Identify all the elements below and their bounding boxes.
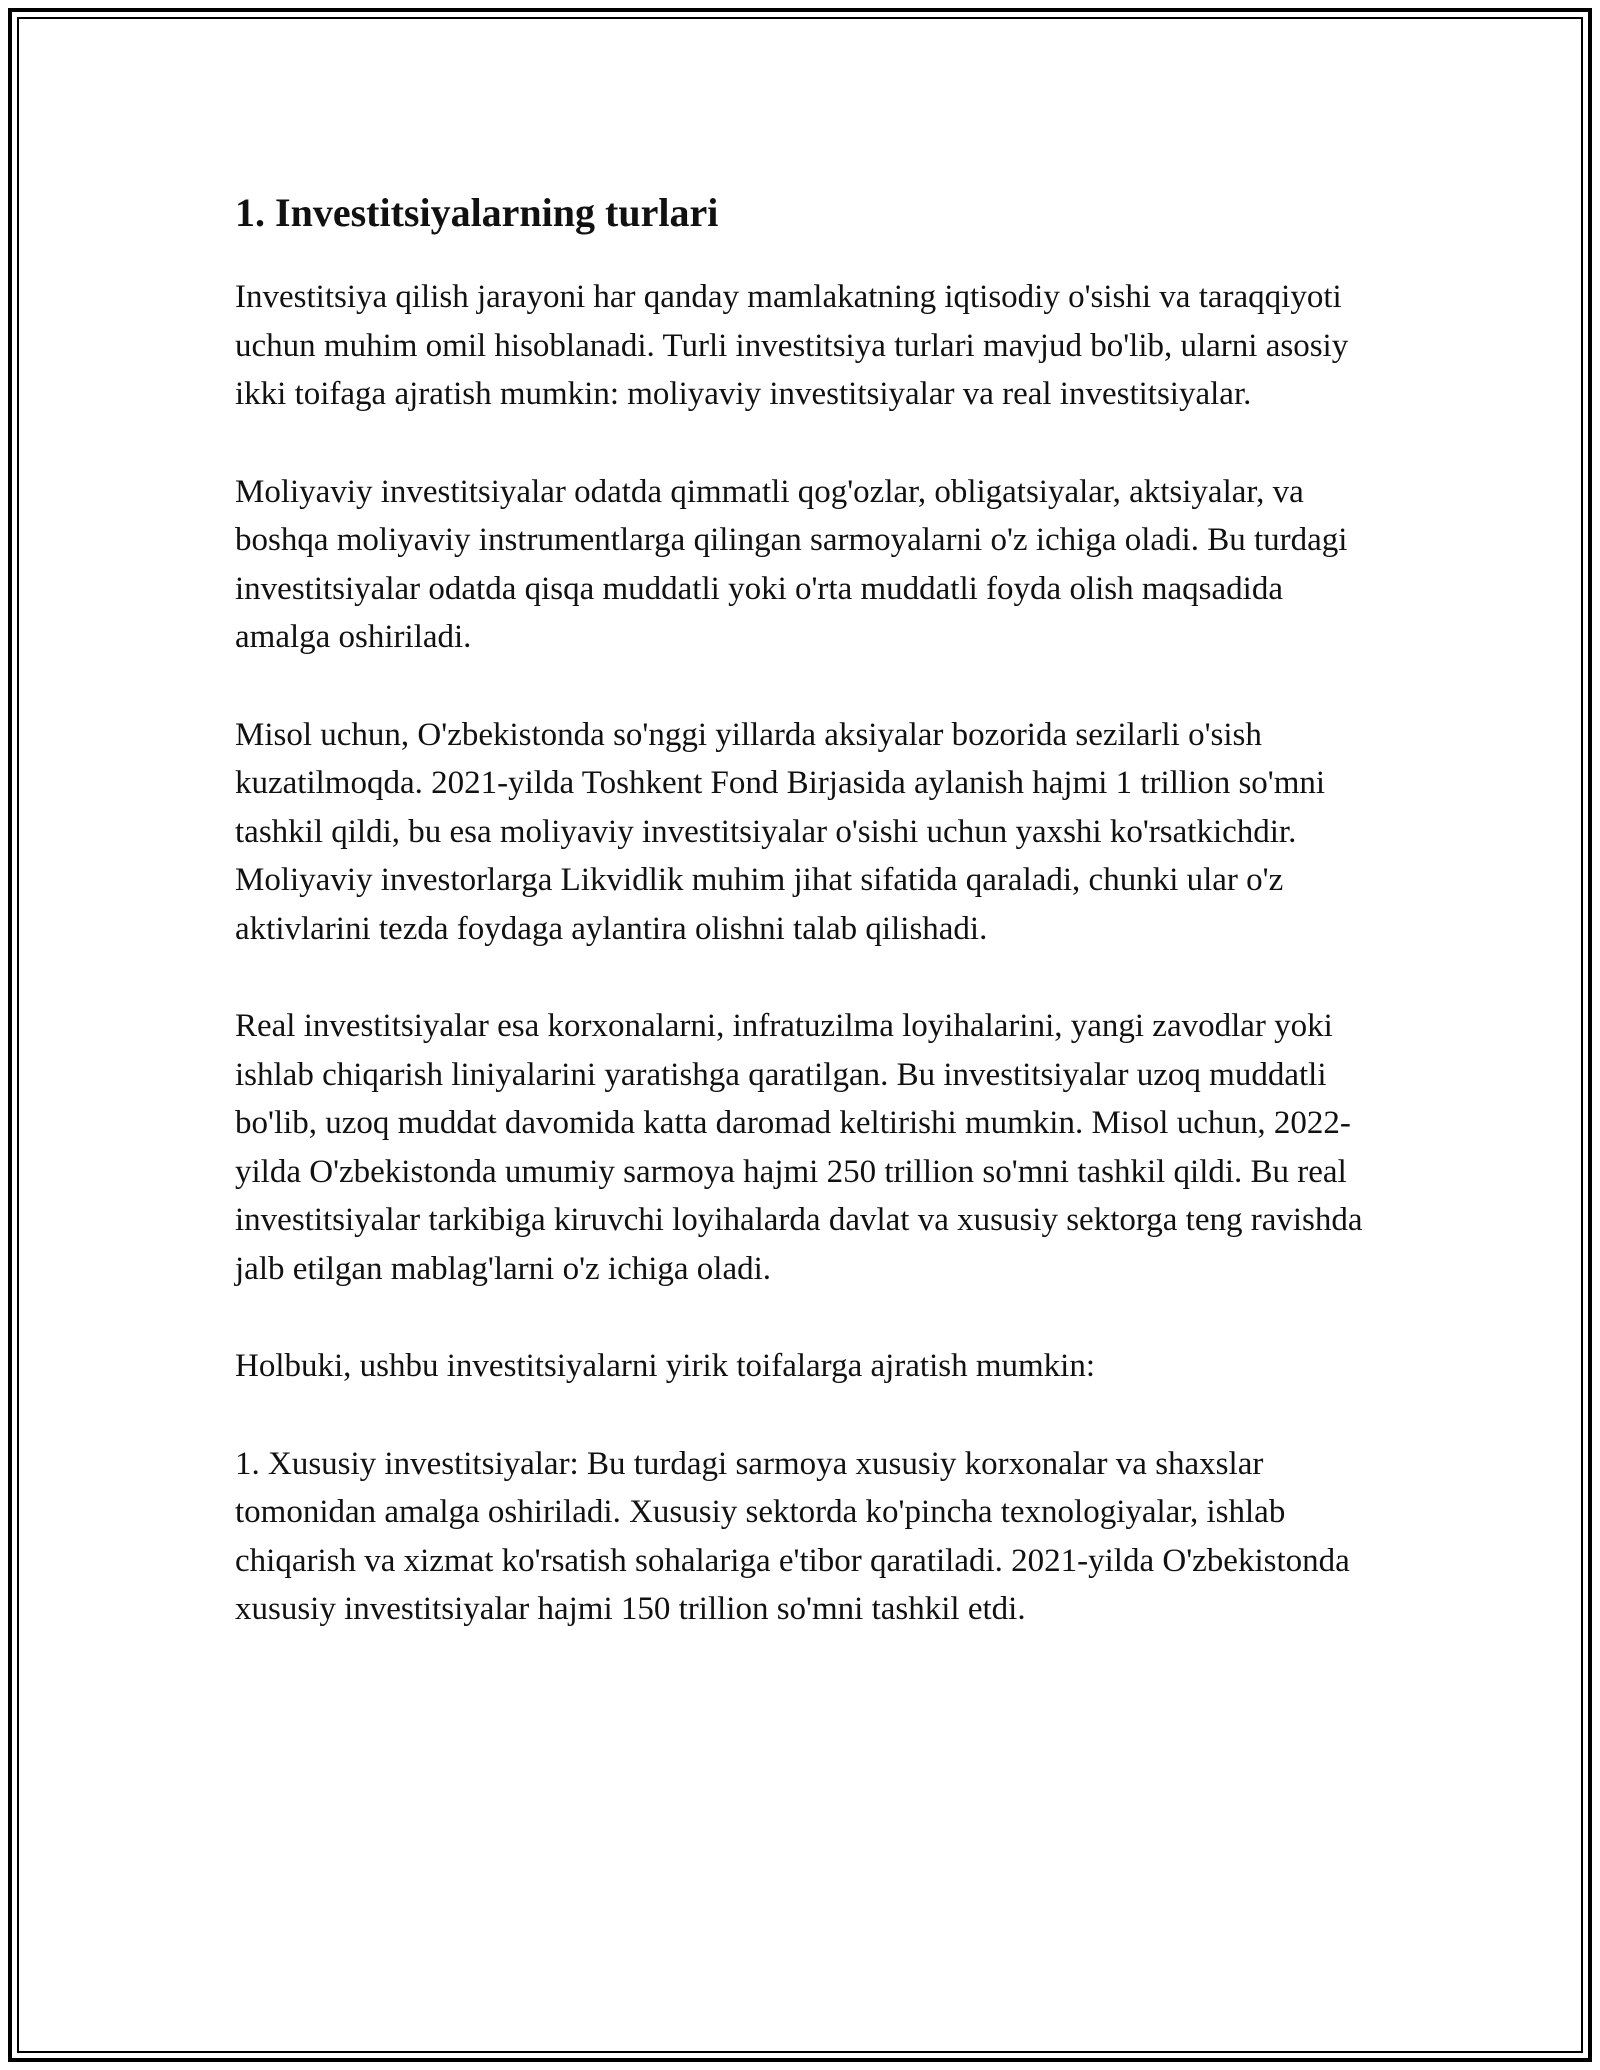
paragraph-real-investments: Real investitsiyalar esa korxonalarni, infratuzilma loyihalarini, yangi zavodlar yoki ishlab chiqarish liniyalarini yaratishga qaratilgan. Bu investitsiyalar uzoq muddatli bo'lib, uzoq muddat davomida katta daromad keltirishi mumkin. Misol uchun, 2022-yilda O'zbekistonda umumiy sarmoya hajmi 250 trillion so'mni tashkil qildi. Bu real investitsiyalar tarkibiga kiruvchi loyihalarda davlat va xususiy sektorga teng ravishda jalb etilgan mablag'larni o'z ichiga oladi.	[235, 1008, 1363, 1287]
paragraph-categories-intro: Holbuki, ushbu investitsiyalarni yirik toifalarga ajratish mumkin:	[235, 1348, 1096, 1384]
section-title: 1. Investitsiyalarning turlari	[235, 190, 719, 235]
document-body	[235, 183, 1375, 1683]
paragraph-intro: Investitsiya qilish jarayoni har qanday mamlakatning iqtisodiy o'sishi va taraqqiyoti uchun muhim omil hisoblanadi. Turli investitsiya turlari mavjud bo'lib, ularni asosiy ikki toifaga ajratish mumkin: moliyaviy investitsiyalar va real investitsiyalar.	[235, 279, 1349, 412]
paragraph-private-investments: 1. Xususiy investitsiyalar: Bu turdagi sarmoya xususiy korxonalar va shaxslar tomonidan amalga oshiriladi. Xususiy sektorda ko'pincha texnologiyalar, ishlab chiqarish va xizmat ko'rsatish sohalariga e'tibor qaratiladi. 2021-yilda O'zbekistonda xususiy investitsiyalar hajmi 150 trillion so'mni tashkil etdi.	[235, 1445, 1350, 1627]
paragraph-stock-market-example: Misol uchun, O'zbekistonda so'nggi yillarda aksiyalar bozorida sezilarli o'sish kuzatilmoqda. 2021-yilda Toshkent Fond Birjasida aylanish hajmi 1 trillion so'mni tashkil qildi, bu esa moliyaviy investitsiyalar o'sishi uchun yaxshi ko'rsatkichdir. Moliyaviy investorlarga Likvidlik muhim jihat sifatida qaraladi, chunki ular o'z aktivlarini tezda foydaga aylantira olishni talab qilishadi.	[235, 716, 1326, 947]
paragraph-financial-investments: Moliyaviy investitsiyalar odatda qimmatli qog'ozlar, obligatsiyalar, aktsiyalar, va boshqa moliyaviy instrumentlarga qilingan sarmoyalarni o'z ichiga oladi. Bu turdagi investitsiyalar odatda qisqa muddatli yoki o'rta muddatli foyda olish maqsadida amalga oshiriladi.	[235, 473, 1348, 655]
